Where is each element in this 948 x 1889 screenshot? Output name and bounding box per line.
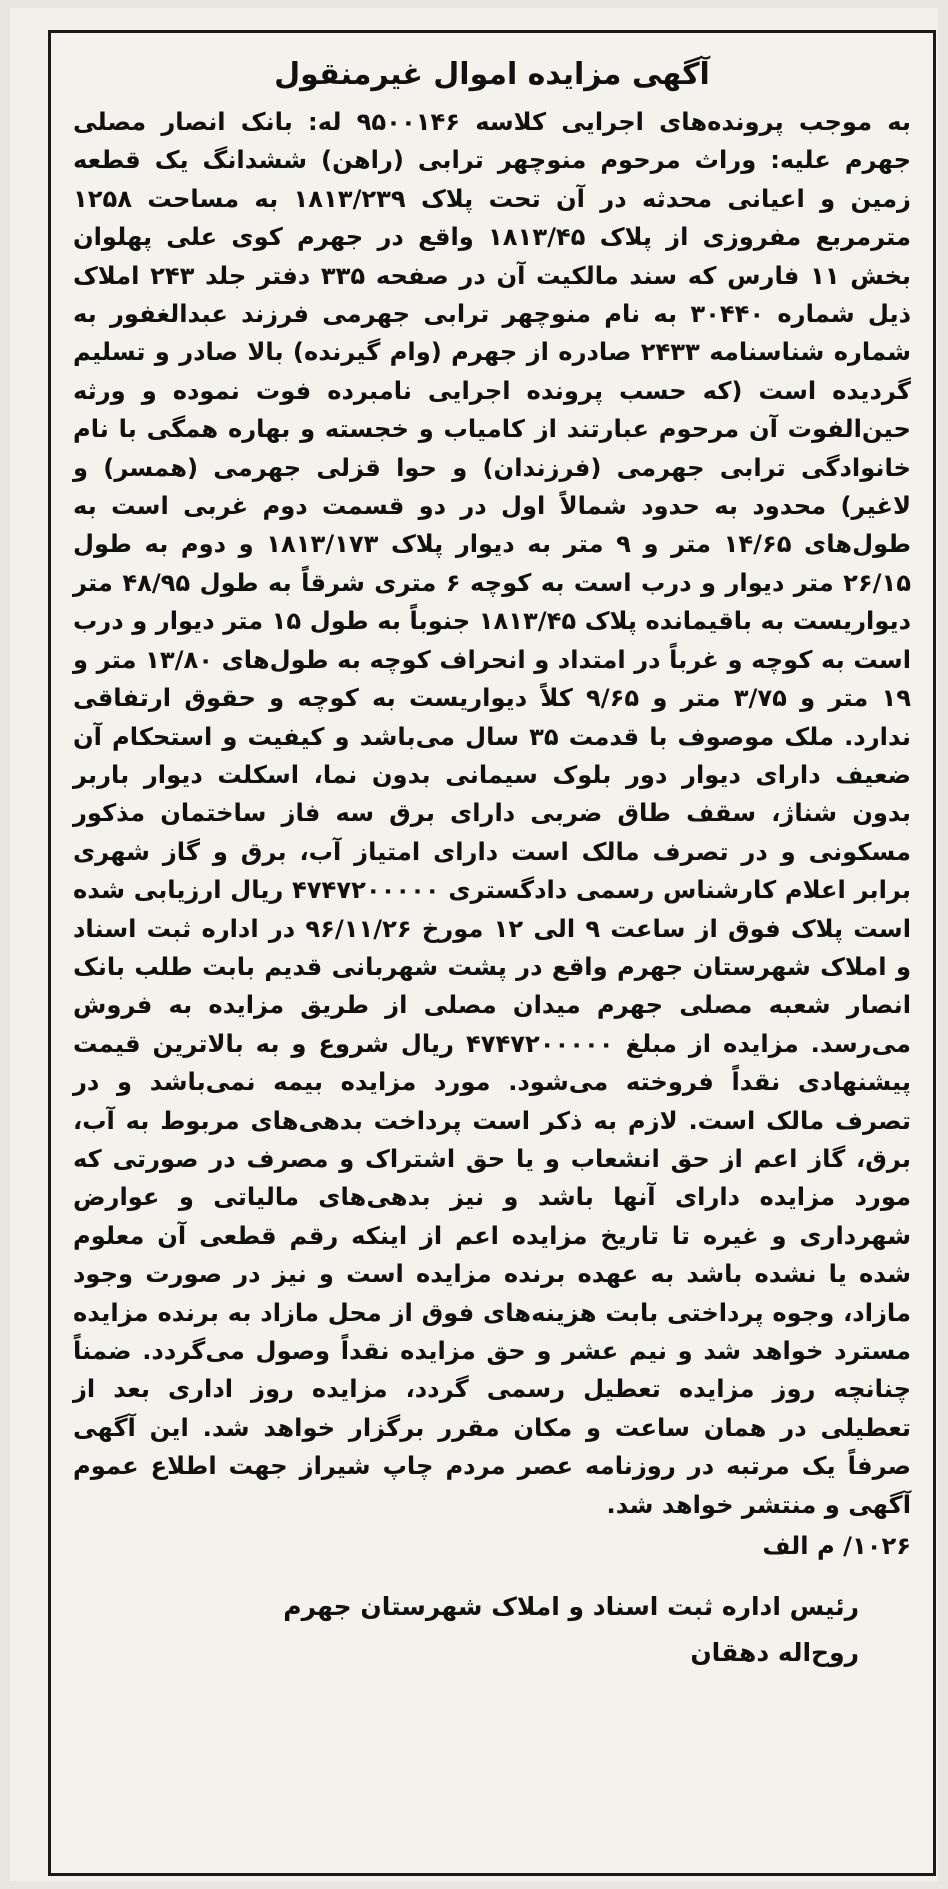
notice-frame [48, 30, 936, 1876]
notice-code: ۱۰۲۶/ م الف [762, 1532, 911, 1561]
notice-body: به موجب پرونده‌های اجرایی کلاسه ۹۵۰۰۱۴۶ له: بانک انصار مصلی جهرم علیه: وراث مرحوم منوچهر ترابی (راهن) ششدانگ یک قطعه زمین و اعیانی محدثه در آن تحت پلاک ۱۸۱۳/۲۳۹ به مساحت ۱۲۵۸ مترمربع مفروزی از پلاک ۱۸۱۳/۴۵ واقع در جهرم کوی علی پهلوان بخش ۱۱ فارس که سند مالکیت آن در صفحه ۳۳۵ دفتر جلد ۲۴۳ املاک ذیل شماره ۳۰۴۴۰ به نام منوچهر ترابی جهرمی فرزند عبدالغفور به شماره شناسنامه ۲۴۳۳ صادره از جهرم (وام گیرنده) بالا صادر و تسلیم گردیده است (که حسب پرونده اجرایی نامبرده فوت نموده و ورثه حین‌الفوت آن مرحوم عبارتند از کامیاب و خجسته و بهاره همگی با نام خانوادگی ترابی جهرمی (فرزندان) و حوا قزلی جهرمی (همسر) و لاغیر) محدود به حدود شمالاً اول در دو قسمت دوم غربی است به طول‌های ۱۴/۶۵ متر و ۹ متر به دیوار پلاک ۱۸۱۳/۱۷۳ و دوم به طول ۲۶/۱۵ متر دیوار و درب است به کوچه ۶ متری شرقاً به طول ۴۸/۹۵ متر دیواریست به باقیمانده پلاک ۱۸۱۳/۴۵ جنوباً به طول ۱۵ متر دیوار و درب است به کوچه و غرباً در امتداد و انحراف کوچه به طول‌های ۱۳/۸۰ متر و ۱۹ متر و ۳/۷۵ متر و ۹/۶۵ کلاً دیواریست به کوچه و حقوق ارتفاقی ندارد. ملک موصوف با قدمت ۳۵ سال می‌باشد و کیفیت و استحکام آن ضعیف دارای دیوار دور بلوک سیمانی بدون نما، اسکلت دیوار باربر بدون شناژ، سقف طاق ضربی دارای برق سه فاز ساختمان مذکور مسکونی و در تصرف مالک است دارای امتیاز آب، برق و گاز شهری برابر اعلام کارشناس رسمی دادگستری ۴۷۴۷۲۰۰۰۰۰ ریال ارزیابی شده است پلاک فوق از ساعت ۹ الی ۱۲ مورخ ۹۶/۱۱/۲۶ در اداره ثبت اسناد و املاک شهرستان جهرم واقع در پشت شهربانی قدیم بابت طلب بانک انصار شعبه مصلی جهرم میدان مصلی از طریق مزایده به فروش می‌رسد. مزایده از مبلغ ۴۷۴۷۲۰۰۰۰۰ ریال شروع و به بالاترین قیمت پیشنهادی نقداً فروخته می‌شود. مورد مزایده بیمه نمی‌باشد و در تصرف مالک است. لازم به ذکر است پرداخت بدهی‌های مربوط به آب، برق، گاز اعم از حق انشعاب و یا حق اشتراک و مصرف در صورتی که مورد مزایده دارای آنها باشد و نیز بدهی‌های مالیاتی و عوارض شهرداری و غیره تا تاریخ مزایده اعم از اینکه رقم قطعی آن معلوم شده یا نشده باشد به عهده برنده مزایده است و نیز در صورت وجود مازاد، وجوه پرداختی بابت هزینه‌های فوق از محل مازاد به برنده مزایده مسترد خواهد شد و نیم عشر و حق مزایده نقداً وصول می‌گردد. ضمناً چنانچه روز مزایده تعطیل رسمی گردد، مزایده روز اداری بعد از تعطیلی در همان ساعت و مکان مقرر برگزار خواهد شد. این آگهی صرفاً یک مرتبه در روزنامه عصر مردم چاپ شیراز جهت اطلاع عموم آگهی و منتشر خواهد شد. [73, 108, 912, 1519]
signatory-title: رئیس اداره ثبت اسناد و املاک شهرستان جهرم [283, 1592, 859, 1622]
signatory-name: روح‌اله دهقان [690, 1638, 859, 1668]
notice-content [51, 33, 933, 1676]
newspaper-page [10, 8, 938, 1881]
notice-title: آگهی مزایده اموال غیرمنقول [274, 57, 710, 92]
